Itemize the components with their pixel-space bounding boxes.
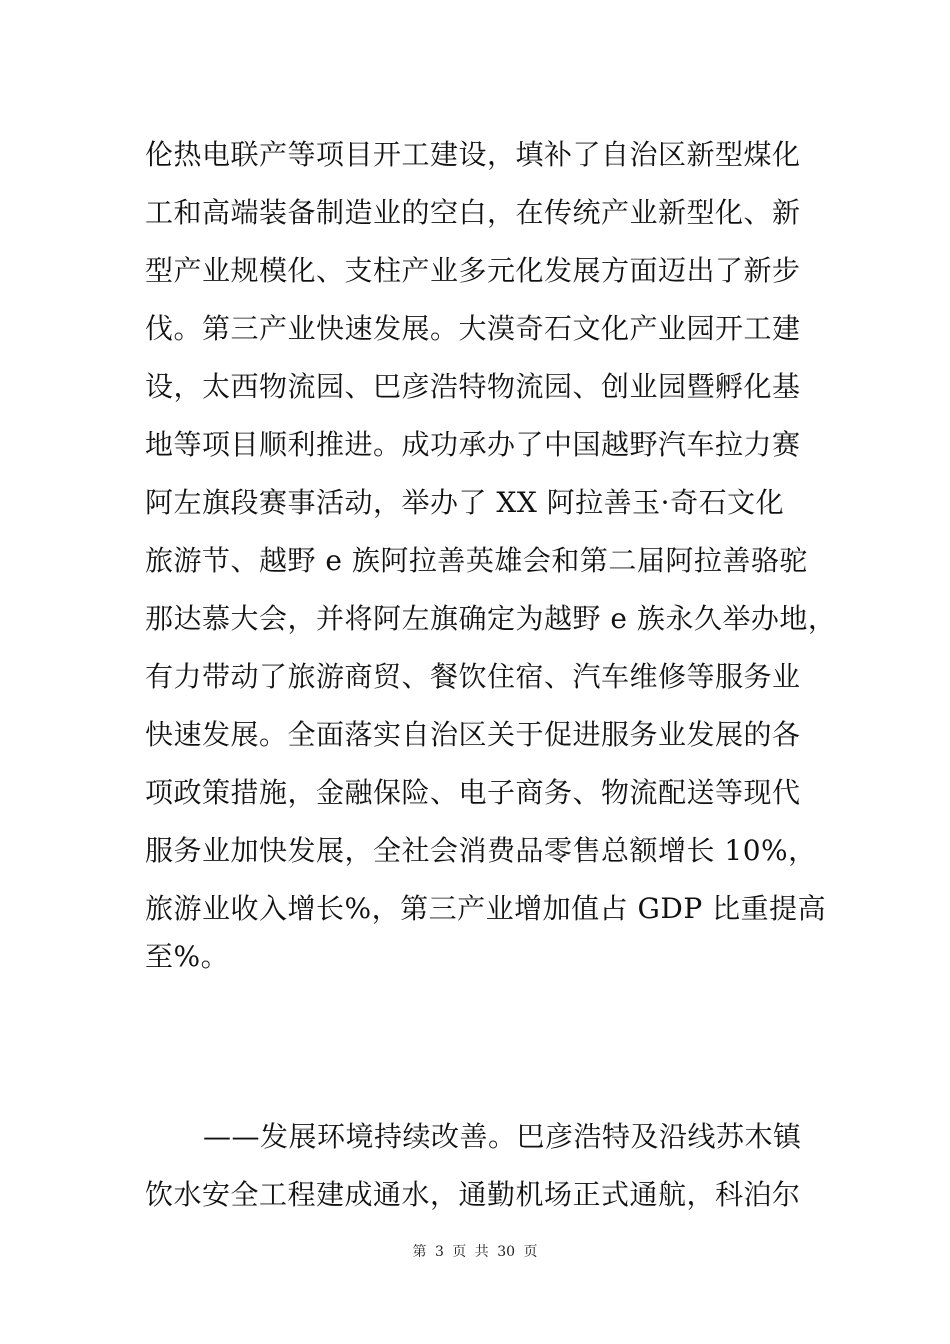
page-number-footer: 第 3 页 共 30 页 (412, 1244, 538, 1260)
paragraph-1-line-13: 服务业加快发展，全社会消费品零售总额增长 10%， (145, 834, 817, 867)
paragraph-1-line-6: 地等项目顺利推进。成功承办了中国越野汽车拉力赛 (145, 428, 801, 461)
paragraph-1-line-3: 型产业规模化、支柱产业多元化发展方面迈出了新步 (145, 254, 801, 287)
paragraph-1-line-11: 快速发展。全面落实自治区关于促进服务业发展的各 (145, 718, 801, 751)
paragraph-1-line-8: 旅游节、越野 e 族阿拉善英雄会和第二届阿拉善骆驼 (145, 544, 808, 577)
paragraph-1-line-5: 设，太西物流园、巴彦浩特物流园、创业园暨孵化基 (145, 370, 801, 403)
paragraph-1-line-7: 阿左旗段赛事活动，举办了 XX 阿拉善玉·奇石文化 (145, 486, 785, 519)
paragraph-1-line-12: 项政策措施，金融保险、电子商务、物流配送等现代 (145, 776, 801, 809)
paragraph-1-line-15: 至%。 (145, 940, 230, 973)
paragraph-2-line-2: 饮水安全工程建成通水，通勤机场正式通航，科泊尔 (145, 1178, 801, 1211)
paragraph-2-line-1: ——发展环境持续改善。巴彦浩特及沿线苏木镇 (203, 1120, 802, 1153)
paragraph-1-line-10: 有力带动了旅游商贸、餐饮住宿、汽车维修等服务业 (145, 660, 801, 693)
paragraph-1-line-2: 工和高端装备制造业的空白，在传统产业新型化、新 (145, 196, 801, 229)
paragraph-1-line-9: 那达慕大会，并将阿左旗确定为越野 e 族永久举办地， (145, 602, 837, 635)
paragraph-1-line-4: 伐。第三产业快速发展。大漠奇石文化产业园开工建 (145, 312, 801, 345)
paragraph-1-line-14: 旅游业收入增长%，第三产业增加值占 GDP 比重提高 (145, 892, 827, 925)
paragraph-1-line-1: 伦热电联产等项目开工建设，填补了自治区新型煤化 (145, 138, 801, 171)
